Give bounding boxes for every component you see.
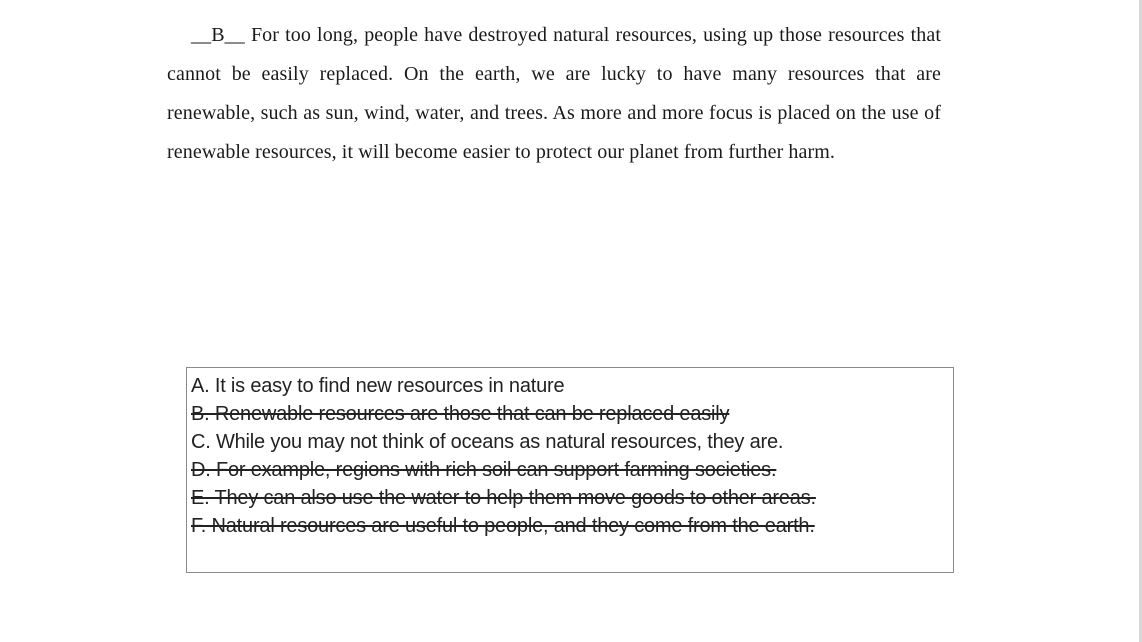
passage-paragraph bbox=[167, 16, 941, 172]
option-c: C. While you may not think of oceans as natural resources, they are. bbox=[191, 431, 784, 453]
option-b: B. Renewable resources are those that can be replaced easily bbox=[191, 403, 730, 425]
options-box bbox=[186, 367, 954, 573]
passage-text: For too long, people have destroyed natural resources, using up those resources that cannot be easily replaced. On the earth, we are lucky to have many resources that are renewable, such as sun, wind, water, and trees. As more and more focus is placed on the use of renewable resources, it will become easier to protect our planet from further harm. bbox=[167, 24, 941, 163]
option-a: A. It is easy to find new resources in nature bbox=[191, 375, 565, 397]
option-d: D. For example, regions with rich soil can support farming societies. bbox=[191, 459, 777, 481]
option-e: E. They can also use the water to help them move goods to other areas. bbox=[191, 487, 816, 509]
answer-blank: __B__ bbox=[191, 24, 245, 46]
option-f: F. Natural resources are useful to people, and they come from the earth. bbox=[191, 515, 815, 537]
